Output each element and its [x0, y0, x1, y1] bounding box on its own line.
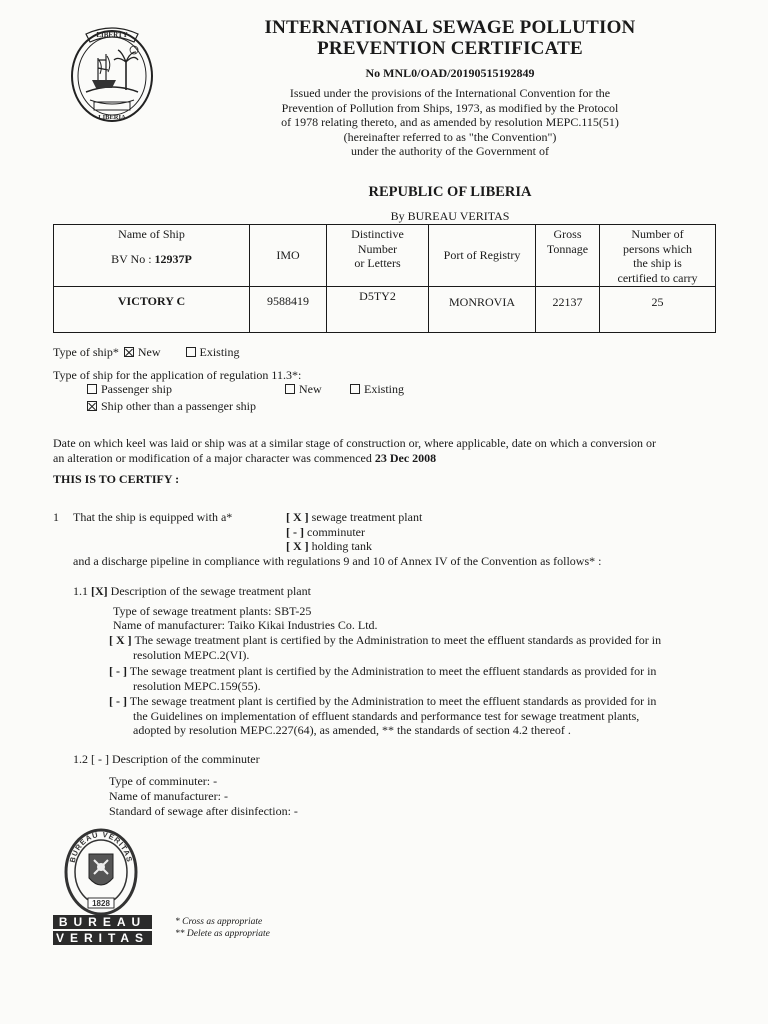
issued-line: Issued under the provisions of the International Convention for the — [289, 86, 611, 100]
issued-line: under the authority of the Government of — [351, 144, 549, 158]
bv-number — [54, 252, 249, 267]
cell-distinctive: D5TY2 — [327, 287, 429, 333]
other-ship-option — [87, 399, 256, 414]
distinctive-label: Number — [357, 241, 398, 256]
persons-label: Number of — [631, 227, 684, 241]
existing-checkbox[interactable] — [186, 347, 196, 357]
option-mark: [ X ] — [286, 539, 309, 553]
header-imo — [250, 225, 327, 287]
persons-label: persons which — [623, 241, 692, 256]
regulation-new-checkbox[interactable] — [285, 384, 295, 394]
paragraph-mark: [ - ] — [109, 664, 127, 678]
paragraph-line: adopted by resolution MEPC.227(64), as amended, ** the standards of section 4.2 thereof . — [133, 723, 571, 737]
liberia-seal-logo — [64, 20, 160, 128]
certificate-number: No MNL0/OAD/20190515192849 — [365, 66, 535, 80]
table-row — [54, 287, 716, 333]
item1-text: That the ship is equipped with a* — [73, 510, 233, 524]
paragraph-mark: [ - ] — [109, 694, 127, 708]
section-1-2-heading: 1.2 [ - ] Description of the comminuter — [73, 752, 260, 766]
equipment-options — [286, 510, 422, 554]
option-label: comminuter — [307, 524, 365, 539]
imo-label: IMO — [276, 248, 300, 263]
government-name: REPUBLIC OF LIBERIA — [368, 184, 532, 200]
gross-label: Gross — [553, 227, 582, 241]
sewage-plant-manufacturer: Name of manufacturer: Taiko Kikai Industries Co. Ltd. — [113, 618, 378, 632]
header-port — [429, 225, 536, 287]
paragraph-line: the Guidelines on implementation of effluent standards and performance test for sewage treatment plants, — [133, 708, 640, 723]
option-mark: [ - ] — [286, 524, 304, 539]
paragraph-line — [109, 694, 729, 709]
certificate-title-line2: PREVENTION CERTIFICATE — [317, 38, 583, 59]
comminuter-manufacturer: Name of manufacturer: - — [109, 789, 228, 803]
gross-label: Tonnage — [546, 241, 589, 256]
regulation-new-label: New — [299, 382, 322, 396]
comminuter-type: Type of comminuter: - — [109, 774, 218, 788]
regulation-label: Type of ship for the application of regulation 11.3*: — [53, 368, 302, 382]
distinctive-label: Distinctive — [351, 227, 404, 241]
keel-line-text: an alteration or modification of a major character was commenced — [53, 450, 375, 465]
other-ship-label: Ship other than a passenger ship — [101, 399, 256, 413]
cell-persons: 25 — [600, 287, 716, 333]
section-1-1-heading — [73, 584, 311, 599]
issued-line: of 1978 relating thereto, and as amended by resolution MEPC.115(51) — [281, 115, 619, 129]
option-label: holding tank — [311, 539, 372, 553]
passenger-ship-label: Passenger ship — [101, 382, 172, 396]
type-of-ship-row — [53, 345, 240, 360]
sewage-plant-type: Type of sewage treatment plants: SBT-25 — [113, 604, 312, 618]
existing-label: Existing — [199, 345, 240, 359]
passenger-ship-checkbox[interactable] — [87, 384, 97, 394]
paragraph-line — [109, 664, 729, 679]
seal-caption: LIBERIA — [98, 114, 126, 121]
section-title: Description of the sewage treatment plant — [107, 584, 311, 598]
cell-port: MONROVIA — [429, 287, 536, 333]
item1-number: 1 — [53, 510, 59, 524]
cell-gross: 22137 — [536, 287, 600, 333]
header-gross — [536, 225, 600, 287]
type-of-ship-label: Type of ship* — [53, 345, 119, 359]
footnote-delete: ** Delete as appropriate — [175, 929, 270, 939]
bv-seal-text: BUREAU VERITAS — [67, 829, 135, 864]
standard-paragraph-2 — [109, 664, 729, 693]
paragraph-line: resolution MEPC.159(55). — [133, 678, 261, 693]
new-checkbox[interactable] — [124, 347, 134, 357]
option-mark: [ X ] — [286, 510, 309, 524]
section-mark: [X] — [91, 584, 108, 598]
regulation-new-option — [285, 382, 322, 397]
regulation-existing-checkbox[interactable] — [350, 384, 360, 394]
cell-imo: 9588419 — [250, 287, 327, 333]
keel-line — [53, 451, 723, 466]
ship-particulars-table — [53, 224, 716, 333]
footnote-cross: * Cross as appropriate — [175, 917, 263, 927]
header-distinctive — [327, 225, 429, 287]
passenger-ship-option — [87, 382, 172, 397]
distinctive-label: or Letters — [354, 256, 401, 270]
sewage-standard: Standard of sewage after disinfection: - — [109, 804, 298, 818]
certificate-title-line1: INTERNATIONAL SEWAGE POLLUTION — [264, 17, 636, 38]
port-label: Port of Registry — [443, 248, 521, 263]
issued-line: Prevention of Pollution from Ships, 1973, as modified by the Protocol — [281, 100, 619, 115]
persons-label: certified to carry — [617, 270, 698, 285]
regulation-existing-option — [350, 382, 404, 397]
section-number: 1.1 — [73, 584, 91, 598]
other-ship-checkbox[interactable] — [87, 401, 97, 411]
bureau-veritas-seal-logo — [60, 826, 142, 922]
paragraph-text: The sewage treatment plant is certified by the Administration to meet the effluent standards as provided for in — [134, 633, 662, 647]
paragraph-line: resolution MEPC.2(VI). — [133, 647, 250, 662]
paragraph-text: The sewage treatment plant is certified by the Administration to meet the effluent standards as provided for in — [129, 664, 657, 678]
keel-paragraph — [53, 436, 723, 465]
bv-no-value: 12937P — [154, 251, 192, 266]
discharge-text: and a discharge pipeline in compliance with regulations 9 and 10 of Annex IV of the Convention as follows* : — [73, 554, 602, 568]
paragraph-text: The sewage treatment plant is certified by the Administration to meet the effluent standards as provided for in — [129, 694, 657, 708]
certify-heading: THIS IS TO CERTIFY : — [53, 472, 180, 486]
issued-text — [210, 86, 690, 159]
name-of-ship-label: Name of Ship — [118, 227, 185, 241]
paragraph-mark: [ X ] — [109, 633, 132, 647]
equipment-option — [286, 539, 422, 554]
header-persons — [600, 225, 716, 287]
header-name-of-ship — [54, 225, 250, 287]
cell-ship-name: VICTORY C — [54, 287, 250, 333]
svg-text:LIBERTY: LIBERTY — [96, 31, 128, 39]
regulation-existing-label: Existing — [364, 382, 405, 396]
equipment-option — [286, 510, 422, 525]
standard-paragraph-3 — [109, 694, 729, 738]
new-label: New — [137, 345, 161, 359]
keel-date: 23 Dec 2008 — [374, 450, 437, 465]
issued-by: By BUREAU VERITAS — [390, 209, 510, 223]
standard-paragraph-1 — [109, 633, 729, 662]
keel-line: Date on which keel was laid or ship was at a similar stage of construction or, where applicable, date on which a conversion or — [53, 436, 656, 450]
bv-no-label: BV No : — [111, 251, 155, 266]
equipment-option — [286, 525, 422, 540]
option-label: sewage treatment plant — [311, 510, 423, 524]
persons-label: the ship is — [633, 256, 682, 270]
issued-line: (hereinafter referred to as "the Convention") — [343, 129, 557, 144]
bureau-word-logo: BUREAU — [53, 915, 152, 929]
veritas-word-logo: VERITAS — [53, 931, 152, 945]
paragraph-line — [109, 633, 729, 648]
bv-seal-year: 1828 — [92, 899, 110, 908]
